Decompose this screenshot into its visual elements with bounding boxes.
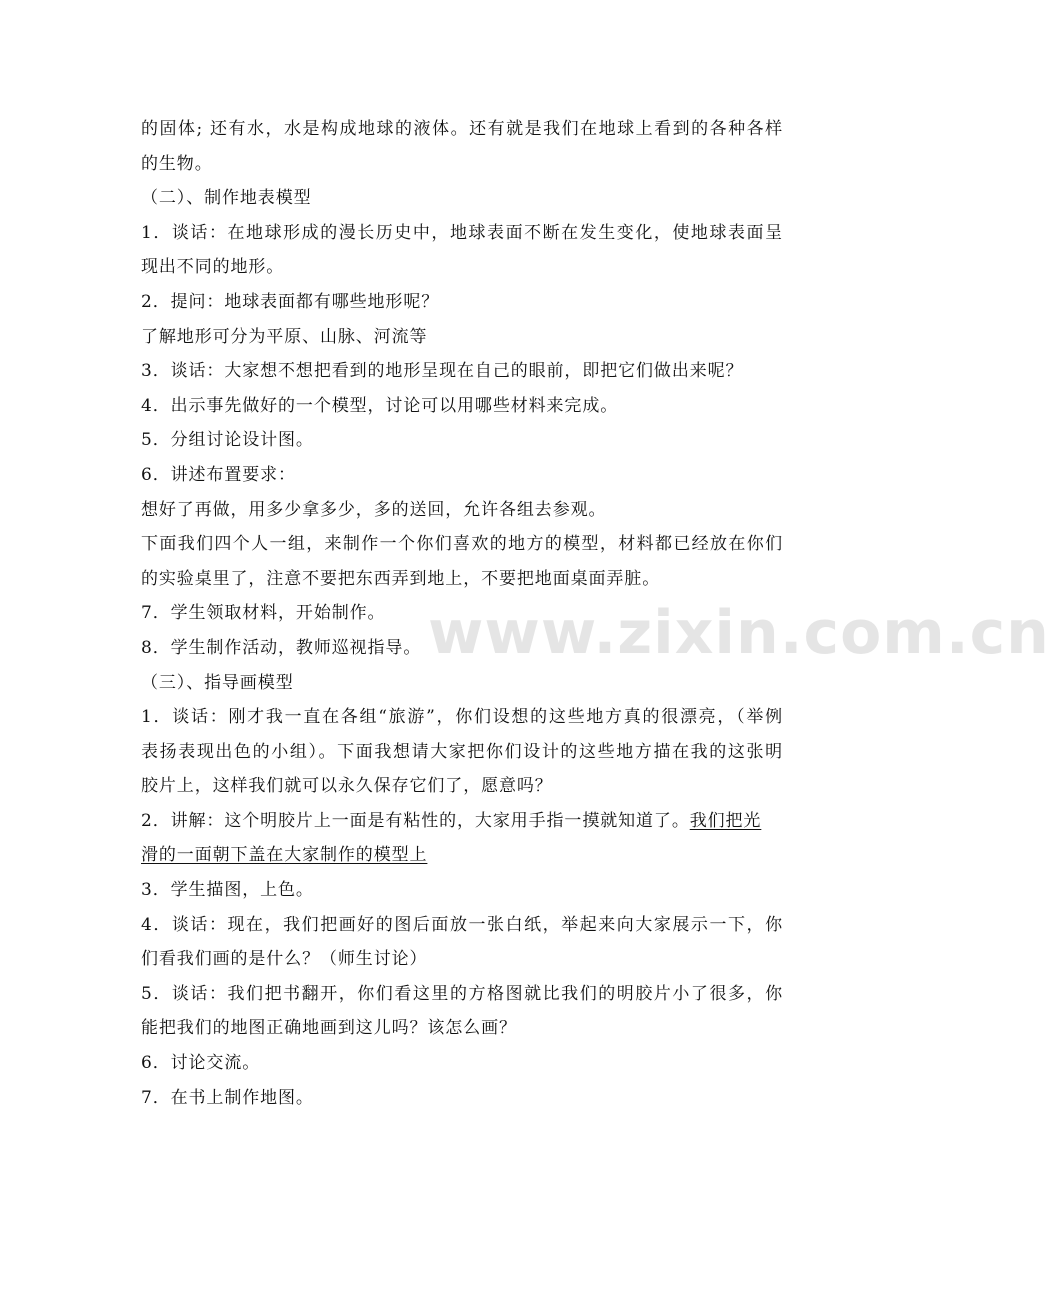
paragraph-line: 6．讲述布置要求：: [141, 464, 296, 485]
paragraph-line: 了解地形可分为平原、山脉、河流等: [141, 326, 428, 347]
paragraph-line: 7．学生领取材料，开始制作。: [141, 603, 386, 624]
paragraph-line: 能把我们的地图正确地画到这儿吗？该怎么画？: [141, 1018, 517, 1039]
paragraph-line: 的实验桌里了，注意不要把东西弄到地上，不要把地面桌面弄脏。: [141, 568, 661, 589]
paragraph-line: [141, 838, 783, 873]
document-body: [141, 112, 783, 1115]
paragraph-line: 7．在书上制作地图。: [141, 1087, 314, 1108]
section-heading: （三）、指导画模型: [141, 672, 294, 693]
paragraph-line: 2．提问：地球表面都有哪些地形呢？: [141, 291, 440, 312]
paragraph-line: 们看我们画的是什么？（师生讨论）: [141, 949, 428, 970]
paragraph-line: 4．出示事先做好的一个模型，讨论可以用哪些材料来完成。: [141, 395, 619, 416]
paragraph-line: 5．谈话：我们把书翻开，你们看这里的方格图就比我们的明胶片小了很多，你: [141, 983, 783, 1004]
paragraph-line: 胶片上，这样我们就可以永久保存它们了，愿意吗？: [141, 776, 553, 797]
underlined-text: 我们把光: [689, 810, 762, 831]
paragraph-line: 想好了再做，用多少拿多少，多的送回，允许各组去参观。: [141, 499, 607, 520]
paragraph-line: 下面我们四个人一组，来制作一个你们喜欢的地方的模型，材料都已经放在你们: [141, 534, 783, 555]
watermark-text: www.zixin.com.cn: [428, 598, 1050, 668]
paragraph-line: 3．谈话：大家想不想把看到的地形呈现在自己的眼前，即把它们做出来呢？: [141, 361, 744, 382]
underlined-text: 滑的一面朝下盖在大家制作的模型上: [141, 845, 428, 866]
paragraph-line: 5．分组讨论设计图。: [141, 430, 314, 451]
paragraph-line: [141, 804, 783, 839]
paragraph-line: 6．讨论交流。: [141, 1053, 261, 1074]
paragraph-line: 表扬表现出色的小组）。下面我想请大家把你们设计的这些地方描在我的这张明: [141, 741, 783, 762]
paragraph-line: 现出不同的地形。: [141, 257, 285, 278]
paragraph-line: 3．学生描图，上色。: [141, 880, 314, 901]
section-heading: （二）、制作地表模型: [141, 188, 312, 209]
paragraph-line: 1．谈话：刚才我一直在各组“旅游”，你们设想的这些地方真的很漂亮，（举例: [141, 707, 783, 728]
paragraph-line: 8．学生制作活动，教师巡视指导。: [141, 637, 422, 658]
paragraph-line: 1．谈话：在地球形成的漫长历史中，地球表面不断在发生变化，使地球表面呈: [141, 222, 783, 243]
paragraph-line: 的固体; 还有水，水是构成地球的液体。还有就是我们在地球上看到的各种各样: [141, 119, 783, 139]
paragraph-line: 4．谈话：现在，我们把画好的图后面放一张白纸，举起来向大家展示一下，你: [141, 914, 783, 935]
paragraph-text: 2．讲解：这个明胶片上一面是有粘性的，大家用手指一摸就知道了。: [141, 810, 690, 831]
paragraph-line: 的生物。: [141, 153, 213, 174]
